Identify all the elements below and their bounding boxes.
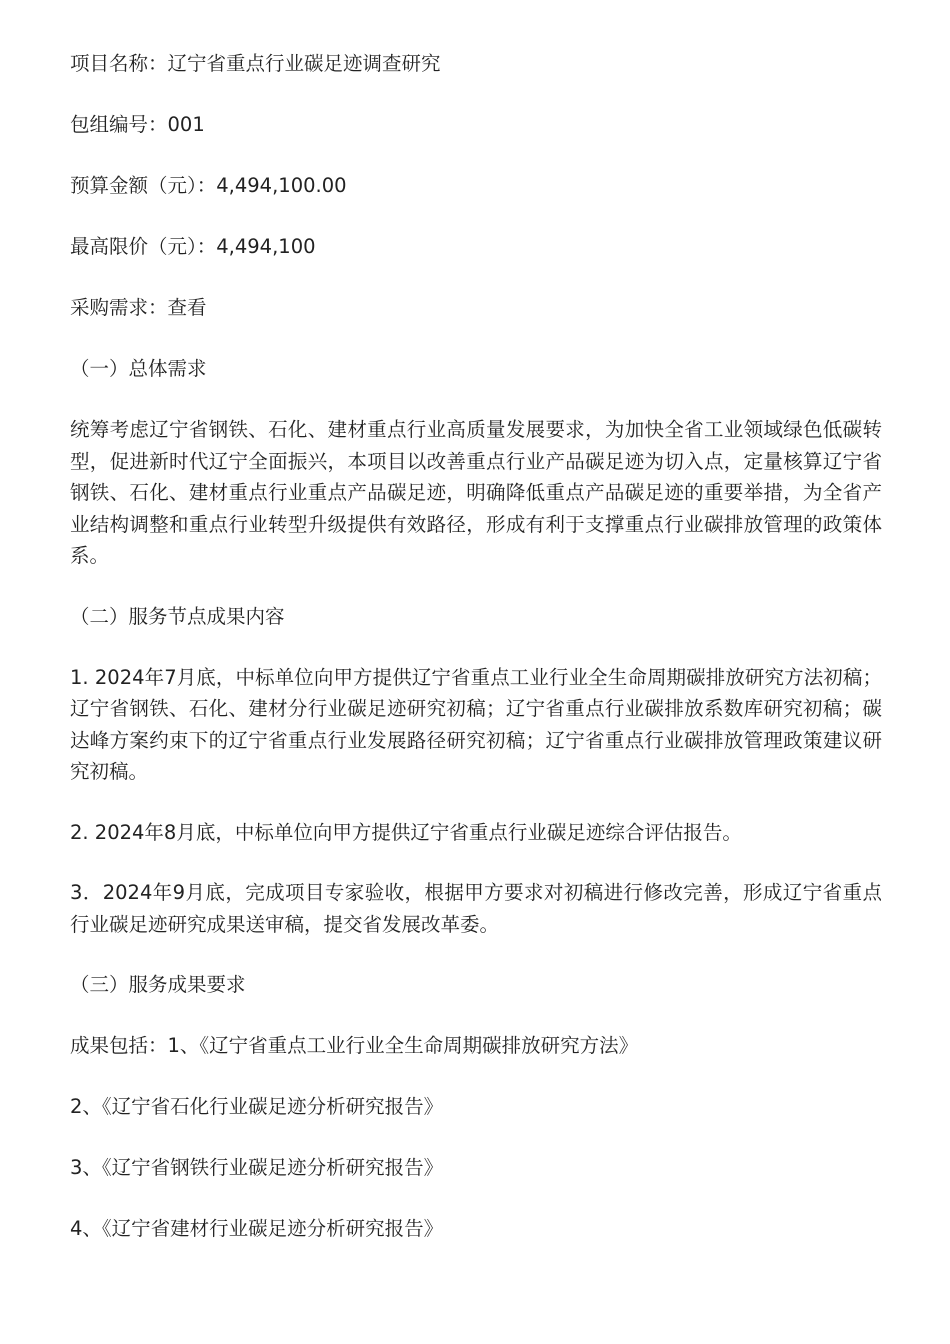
milestone-item: 2. 2024年8月底，中标单位向甲方提供辽宁省重点行业碳足迹综合评估报告。 — [70, 820, 742, 844]
budget-line — [70, 170, 882, 201]
view-requirement-link[interactable]: 查看 — [167, 296, 207, 319]
budget-label: 预算金额（元）： — [70, 174, 217, 197]
requirement-label: 采购需求： — [70, 296, 168, 319]
result-item: 3、《辽宁省钢铁行业碳足迹分析研究报告》 — [70, 1156, 444, 1179]
result-item: 4、《辽宁省建材行业碳足迹分析研究报告》 — [70, 1217, 444, 1240]
project-name-label: 项目名称： — [70, 52, 168, 75]
section-milestones-heading: （二）服务节点成果内容 — [70, 604, 285, 628]
section-results-heading: （三）服务成果要求 — [70, 973, 246, 996]
budget-value: 4,494,100.00 — [216, 174, 347, 197]
max-price-label: 最高限价（元）： — [70, 235, 217, 258]
package-number-label: 包组编号： — [70, 113, 168, 136]
package-number-value: 001 — [167, 113, 205, 136]
max-price-line — [70, 231, 882, 262]
project-name-line — [70, 48, 882, 79]
procurement-document — [70, 48, 882, 1274]
requirement-line — [70, 292, 882, 323]
result-item: 成果包括：1、《辽宁省重点工业行业全生命周期碳排放研究方法》 — [70, 1034, 639, 1057]
milestone-item: 3．2024年9月底，完成项目专家验收，根据甲方要求对初稿进行修改完善，形成辽宁省重点行业碳足迹研究成果送审稿，提交省发展改革委。 — [70, 881, 882, 936]
milestone-item: 1. 2024年7月底，中标单位向甲方提供辽宁省重点工业行业全生命周期碳排放研究方法初稿；辽宁省钢铁、石化、建材分行业碳足迹研究初稿；辽宁省重点行业碳排放系数库研究初稿；碳达峰方案约束下的辽宁省重点行业发展路径研究初稿；辽宁省重点行业碳排放管理政策建议研究初稿。 — [70, 665, 882, 783]
section-overall-heading: （一）总体需求 — [70, 357, 207, 380]
result-item: 2、《辽宁省石化行业碳足迹分析研究报告》 — [70, 1095, 444, 1118]
max-price-value: 4,494,100 — [216, 235, 316, 258]
project-name-value: 辽宁省重点行业碳足迹调查研究 — [167, 52, 441, 75]
package-number-line — [70, 109, 882, 140]
section-overall-body: 统筹考虑辽宁省钢铁、石化、建材重点行业高质量发展要求，为加快全省工业领域绿色低碳转型，促进新时代辽宁全面振兴，本项目以改善重点行业产品碳足迹为切入点，定量核算辽宁省钢铁、石化、建材重点行业重点产品碳足迹，明确降低重点产品碳足迹的重要举措，为全省产业结构调整和重点行业转型升级提供有效路径，形成有利于支撑重点行业碳排放管理的政策体系。 — [70, 418, 882, 567]
